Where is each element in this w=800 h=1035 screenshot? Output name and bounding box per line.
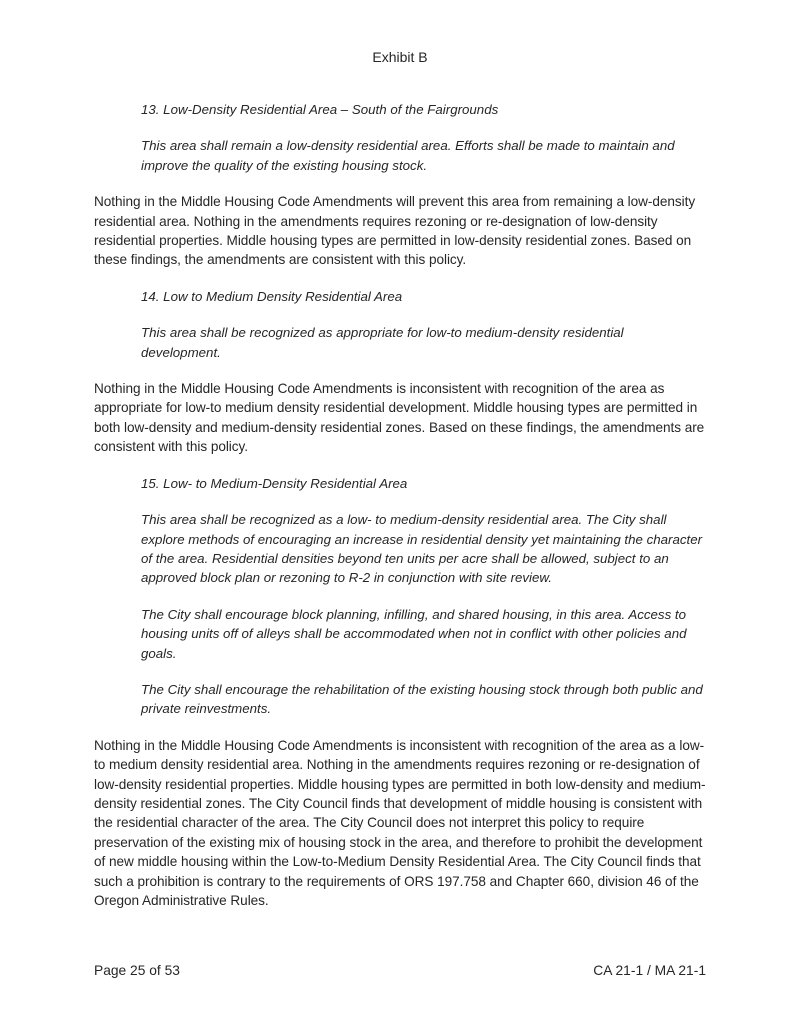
- policy-text: The City shall encourage block planning, infilling, and shared housing, in this area. Access to housing units off of alleys shall be accommodated when not in conflict with other policies and goals.: [141, 606, 687, 661]
- policy-section-13: [94, 100, 712, 270]
- finding-paragraph: Nothing in the Middle Housing Code Amendments is inconsistent with recognition of the area as appropriate for low-to medium density residential development. Middle housing types are permitted in both low-density and medium-density residential zones. Based on these findings, the amendments are consistent with this policy.: [94, 381, 705, 455]
- page-number: Page 25 of 53: [94, 963, 180, 978]
- policy-heading: 14. Low to Medium Density Residential Area: [141, 288, 403, 304]
- policy-text: This area shall be recognized as a low- to medium-density residential area. The City shall explore methods of encouraging an increase in residential density yet maintaining the character of the area. Residential densities beyond ten units per acre shall be allowed, subject to an approved block plan or rezoning to R-2 in conjunction with site review.: [141, 512, 703, 586]
- policy-text: The City shall encourage the rehabilitation of the existing housing stock through both public and private reinvestments.: [141, 681, 703, 717]
- policy-section-15: [94, 474, 712, 911]
- document-body: [94, 100, 712, 927]
- policy-text: This area shall remain a low-density residential area. Efforts shall be made to maintain and improve the quality of the existing housing stock.: [141, 138, 675, 173]
- page-header-title: Exhibit B: [372, 49, 428, 65]
- finding-paragraph: Nothing in the Middle Housing Code Amendments will prevent this area from remaining a low-density residential area. Nothing in the amendments requires rezoning or re-designation of low-density residential properties. Middle housing types are permitted in low-density residential zones. Based on these findings, the amendments are consistent with this policy.: [94, 194, 696, 268]
- case-number: CA 21-1 / MA 21-1: [593, 963, 706, 978]
- policy-text: This area shall be recognized as appropriate for low-to medium-density residential development.: [141, 325, 624, 360]
- policy-heading: 13. Low-Density Residential Area – South of the Fairgrounds: [141, 102, 499, 117]
- finding-paragraph: Nothing in the Middle Housing Code Amendments is inconsistent with recognition of the area as a low-to medium density residential area. Nothing in the amendments requires rezoning or re-designation of low-density residential properties. Middle housing types are permitted in both low-density and medium-density residential zones. The City Council finds that development of middle housing is consistent with the residential character of the area. The City Council does not interpret this policy to require preservation of the existing mix of housing stock in the area, and therefore to prohibit the development of new middle housing within the Low-to-Medium Density Residential Area. The City Council finds that such a prohibition is contrary to the requirements of ORS 197.758 and Chapter 660, division 46 of the Oregon Administrative Rules.: [94, 737, 706, 908]
- policy-section-14: [94, 287, 712, 457]
- policy-heading: 15. Low- to Medium-Density Residential Area: [141, 475, 408, 491]
